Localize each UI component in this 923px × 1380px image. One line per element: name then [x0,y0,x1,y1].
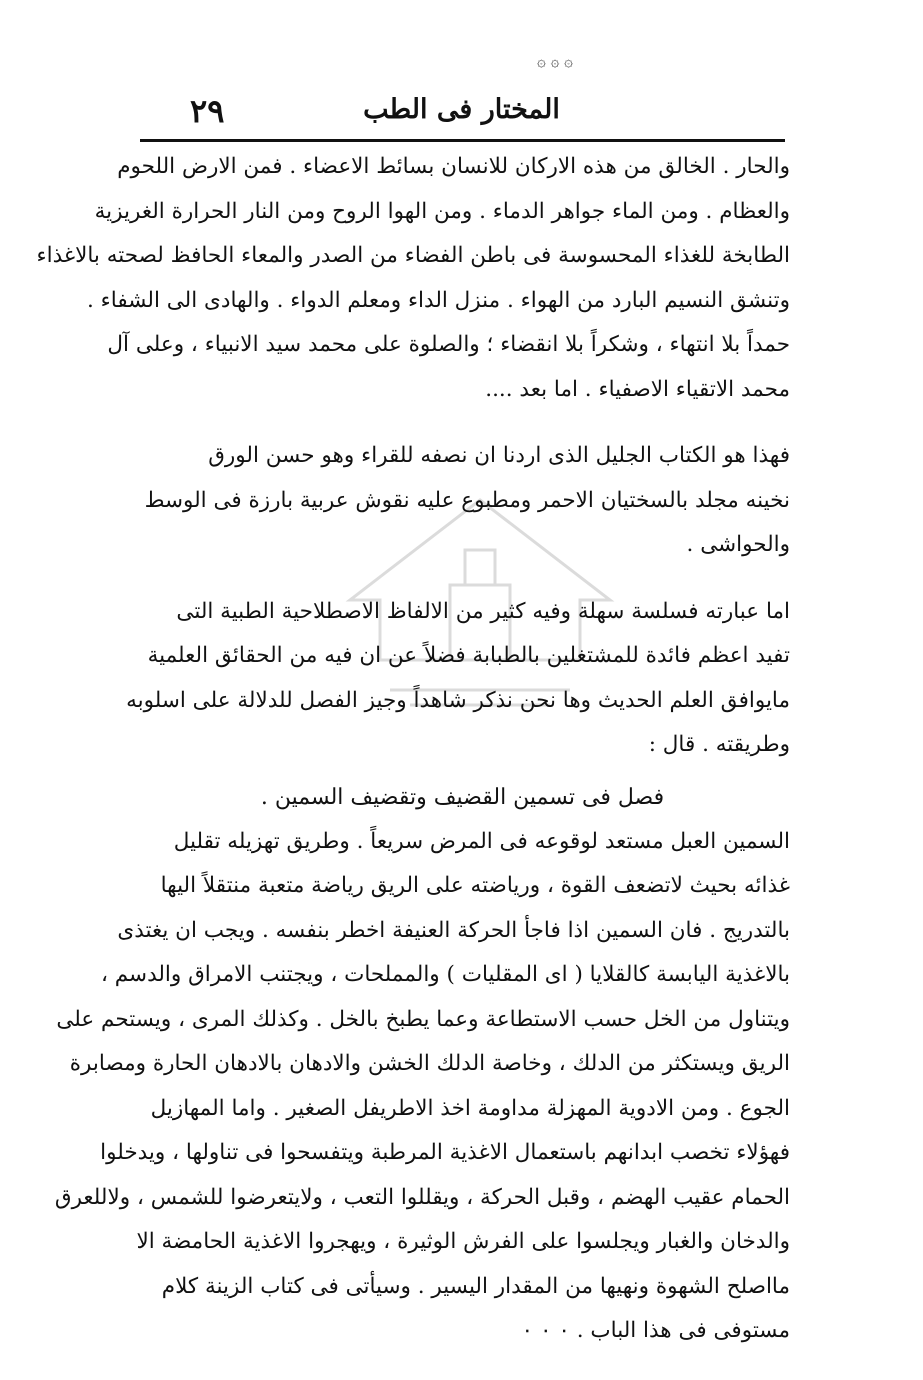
style-paragraph [126,590,790,768]
text-line: الجوع . ومن الادوية المهزلة مداومة اخذ الاطريفل الصغير . واما المهازيل [150,1095,790,1121]
text-line: الريق ويستكثر من الدلك ، وخاصة الدلك الخشن والادهان بالادهان الحارة ومصابرة [69,1051,790,1076]
page-header [140,92,783,136]
text-line: والدخان والغبار ويجلسوا على الفرش الوثيرة ، ويهجروا الاغذية الحامضة الا [136,1229,790,1254]
text-line: نخينه مجلد بالسختيان الاحمر ومطبوع عليه نقوش عربية بارزة فى الوسط [144,487,790,513]
text-line: والعظام . ومن الماء جواهر الدماء . ومن الهوا الروح ومن النار الحرارة الغريزية [94,198,790,224]
header-rule [140,139,785,142]
text-line: وطريقته . قال : [648,732,790,757]
text-line: مستوفى فى هذا الباب . ٠ ٠ ٠ [521,1318,790,1343]
page-number: ٢٩ [190,92,225,130]
text-line: وتنشق النسيم البارد من الهواء . منزل الداء ومعلم الدواء . والهادى الى الشفاء . [87,287,790,313]
text-line: تفيد اعظم فائدة للمشتغلين بالطبابة فضلاً عن ان فيه من الحقائق العلمية [147,643,790,668]
body-text [36,145,790,1354]
text-line: اما عبارته فسلسة سهلة وفيه كثير من الالفاظ الاصطلاحية الطبية التى [176,598,790,624]
text-line: حمداً بلا انتهاء ، وشكراً بلا انقضاء ؛ والصلوة على محمد سيد الانبياء ، وعلى آل [107,332,790,357]
text-line: ويتناول من الخل حسب الاستطاعة وعما يطبخ بالخل . وكذلك المرى ، ويستحم على [56,1006,790,1032]
header-ornament: ۞ ۞ ۞ [537,52,573,70]
text-line: غذائه بحيث لاتضعف القوة ، ورياضته على الريق رياضة متعبة منتقلاً اليها [160,873,790,898]
text-line: السمين العبل مستعد لوقوعه فى المرض سريعاً . وطريق تهزيله تقليل [173,828,790,854]
text-line: الطابخة للغذاء المحسوسة فى باطن الفضاء من الصدر والمعاء الحافظ لصحته بالاغذاء [36,243,790,268]
text-line: بالتدريج . فان السمين اذا فاجأ الحركة العنيفة اخطر بنفسه . ويجب ان يغتذى [117,917,790,943]
text-line: فهؤلاء تخصب ابدانهم باستعمال الاغذية المرطبة ويتفسحوا فى تناولها ، ويدخلوا [100,1140,790,1165]
text-line: والحار . الخالق من هذه الاركان للانسان بسائط الاعضاء . فمن الارض اللحوم [117,154,790,179]
text-line: مااصلح الشهوة ونهيها من المقدار اليسير . وسيأتى فى كتاب الزينة كلام [161,1273,790,1299]
running-title: المختار فى الطب [363,94,560,125]
text-line: مايوافق العلم الحديث وها نحن نذكر شاهداً وجيز الفصل للدلالة على اسلوبه [126,687,790,713]
intro-paragraph [36,145,790,412]
text-line: بالاغذية اليابسة كالقلايا ( اى المقليات ) والمملحات ، ويجتنب الامراق والدسم ، [100,962,790,987]
section-heading: فصل فى تسمين القضيف وتقضيف السمين . [260,784,665,810]
text-line: والحواشى . [686,532,790,557]
section-paragraph [54,820,790,1354]
text-line: محمد الاتقياء الاصفياء . اما بعد .... [485,376,790,402]
description-paragraph [135,434,790,568]
text-line: الحمام عقيب الهضم ، وقبل الحركة ، ويقللوا التعب ، ولايتعرضوا للشمس ، ولاللعرق [54,1184,790,1210]
text-line: فهذا هو الكتاب الجليل الذى اردنا ان نصفه للقراء وهو حسن الورق [208,443,790,468]
